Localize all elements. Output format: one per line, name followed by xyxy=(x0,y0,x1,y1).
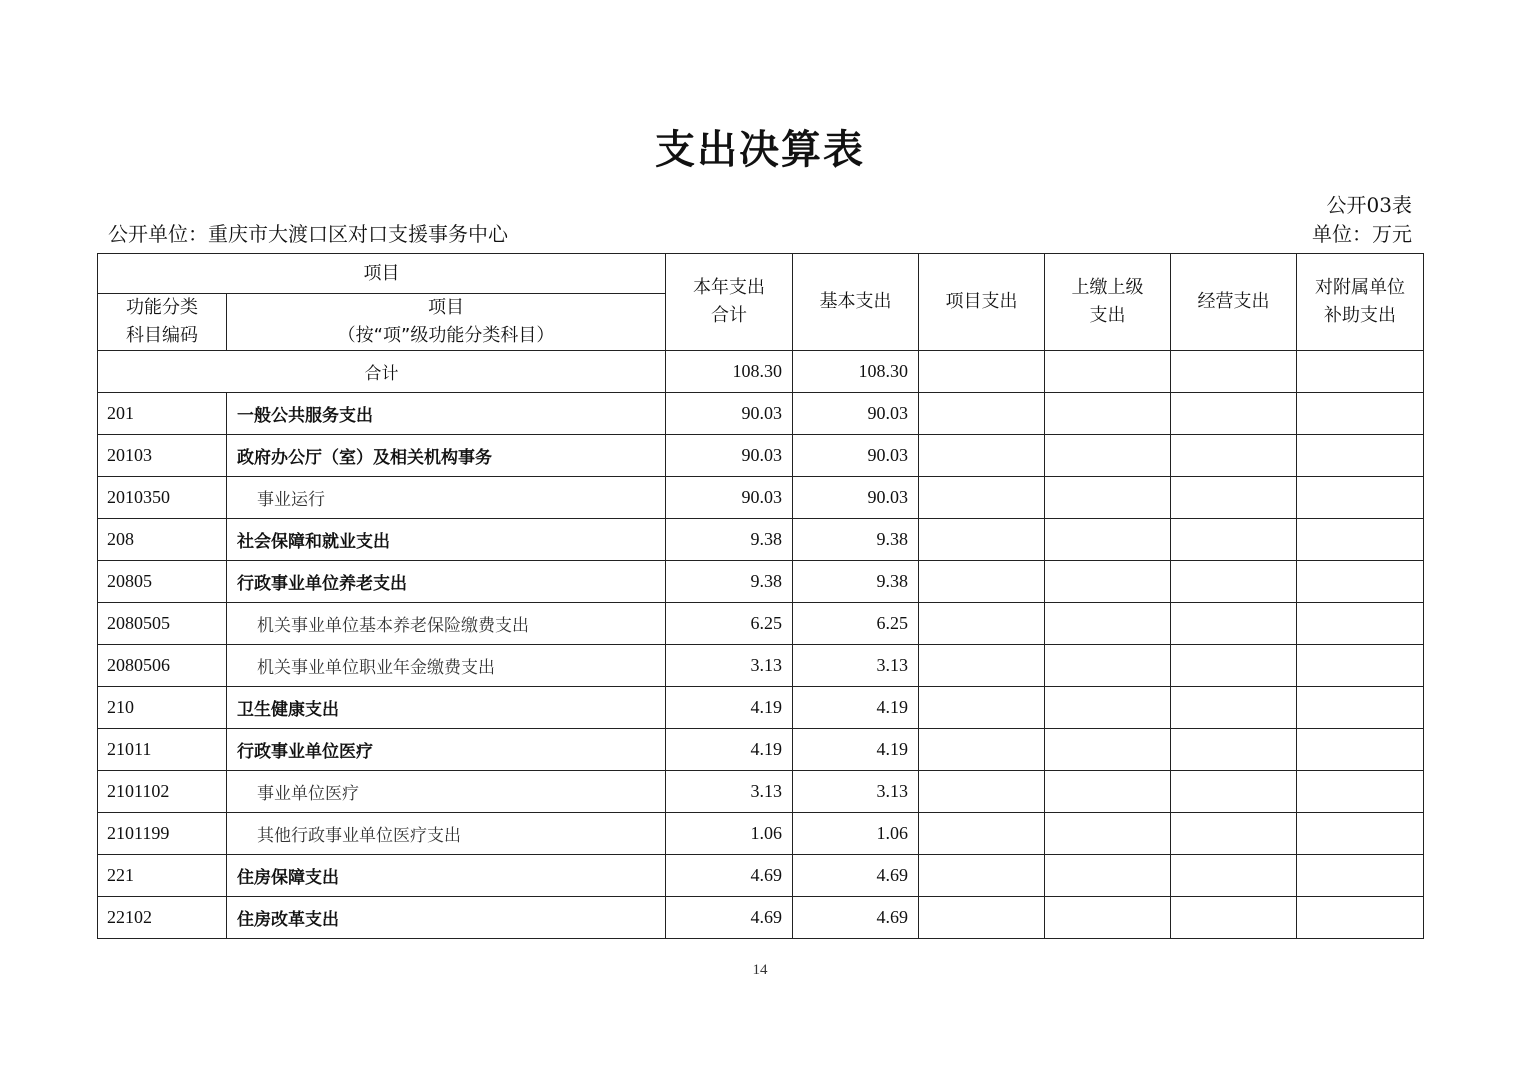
row-basic: 3.13 xyxy=(793,771,919,813)
table-row xyxy=(98,771,1424,813)
table-row xyxy=(98,603,1424,645)
row-code: 2101199 xyxy=(98,813,227,855)
row-name: 行政事业单位养老支出 xyxy=(227,561,666,603)
row-basic: 4.19 xyxy=(793,729,919,771)
row-code: 210 xyxy=(98,687,227,729)
reporting-unit: 公开单位：重庆市大渡口区对口支援事务中心 xyxy=(108,222,508,246)
row-total: 4.19 xyxy=(666,687,793,729)
row-total: 90.03 xyxy=(666,477,793,519)
row-name: 卫生健康支出 xyxy=(227,687,666,729)
header-upper-remit: 上缴上级 支出 xyxy=(1045,254,1171,351)
row-name: 政府办公厅（室）及相关机构事务 xyxy=(227,435,666,477)
total-basic: 108.30 xyxy=(793,351,919,393)
expenditure-table xyxy=(97,253,1424,939)
total-row xyxy=(98,351,1424,393)
row-basic: 9.38 xyxy=(793,561,919,603)
table-row xyxy=(98,813,1424,855)
row-name: 行政事业单位医疗 xyxy=(227,729,666,771)
row-code: 2080506 xyxy=(98,645,227,687)
table-row xyxy=(98,645,1424,687)
total-amount: 108.30 xyxy=(666,351,793,393)
row-total: 3.13 xyxy=(666,771,793,813)
row-total: 9.38 xyxy=(666,519,793,561)
row-name: 机关事业单位职业年金缴费支出 xyxy=(227,645,666,687)
header-total: 本年支出 合计 xyxy=(666,254,793,351)
currency-unit: 单位：万元 xyxy=(1312,222,1412,246)
table-row xyxy=(98,393,1424,435)
table-row xyxy=(98,729,1424,771)
total-label: 合计 xyxy=(98,351,666,393)
row-basic: 90.03 xyxy=(793,477,919,519)
header-subsidiary: 对附属单位 补助支出 xyxy=(1297,254,1424,351)
table-row xyxy=(98,897,1424,939)
row-name: 社会保障和就业支出 xyxy=(227,519,666,561)
form-number: 公开03表 xyxy=(1326,193,1412,217)
header-code: 功能分类 科目编码 xyxy=(98,294,227,351)
row-total: 1.06 xyxy=(666,813,793,855)
row-total: 3.13 xyxy=(666,645,793,687)
row-code: 20805 xyxy=(98,561,227,603)
row-name: 其他行政事业单位医疗支出 xyxy=(227,813,666,855)
table-row xyxy=(98,687,1424,729)
table-row xyxy=(98,435,1424,477)
header-project-expense: 项目支出 xyxy=(919,254,1045,351)
row-code: 201 xyxy=(98,393,227,435)
row-name: 住房保障支出 xyxy=(227,855,666,897)
table-row xyxy=(98,477,1424,519)
row-code: 22102 xyxy=(98,897,227,939)
page-title: 支出决算表 xyxy=(655,127,865,173)
row-total: 6.25 xyxy=(666,603,793,645)
header-name: 项目 （按“项”级功能分类科目） xyxy=(227,294,666,351)
table-row xyxy=(98,561,1424,603)
row-basic: 1.06 xyxy=(793,813,919,855)
header-business: 经营支出 xyxy=(1171,254,1297,351)
header-basic: 基本支出 xyxy=(793,254,919,351)
row-basic: 3.13 xyxy=(793,645,919,687)
row-total: 4.69 xyxy=(666,897,793,939)
row-code: 2101102 xyxy=(98,771,227,813)
row-code: 2010350 xyxy=(98,477,227,519)
row-code: 20103 xyxy=(98,435,227,477)
row-total: 90.03 xyxy=(666,435,793,477)
row-name: 住房改革支出 xyxy=(227,897,666,939)
row-name: 事业单位医疗 xyxy=(227,771,666,813)
row-total: 90.03 xyxy=(666,393,793,435)
page-number: 14 xyxy=(752,962,768,978)
row-basic: 9.38 xyxy=(793,519,919,561)
row-basic: 4.69 xyxy=(793,897,919,939)
row-total: 4.69 xyxy=(666,855,793,897)
row-basic: 4.19 xyxy=(793,687,919,729)
row-basic: 6.25 xyxy=(793,603,919,645)
header-project: 项目 xyxy=(98,254,666,294)
row-name: 一般公共服务支出 xyxy=(227,393,666,435)
table-row xyxy=(98,855,1424,897)
row-code: 208 xyxy=(98,519,227,561)
row-total: 9.38 xyxy=(666,561,793,603)
row-total: 4.19 xyxy=(666,729,793,771)
row-basic: 4.69 xyxy=(793,855,919,897)
row-code: 2080505 xyxy=(98,603,227,645)
row-code: 21011 xyxy=(98,729,227,771)
row-code: 221 xyxy=(98,855,227,897)
row-name: 事业运行 xyxy=(227,477,666,519)
row-basic: 90.03 xyxy=(793,393,919,435)
row-basic: 90.03 xyxy=(793,435,919,477)
table-row xyxy=(98,519,1424,561)
row-name: 机关事业单位基本养老保险缴费支出 xyxy=(227,603,666,645)
